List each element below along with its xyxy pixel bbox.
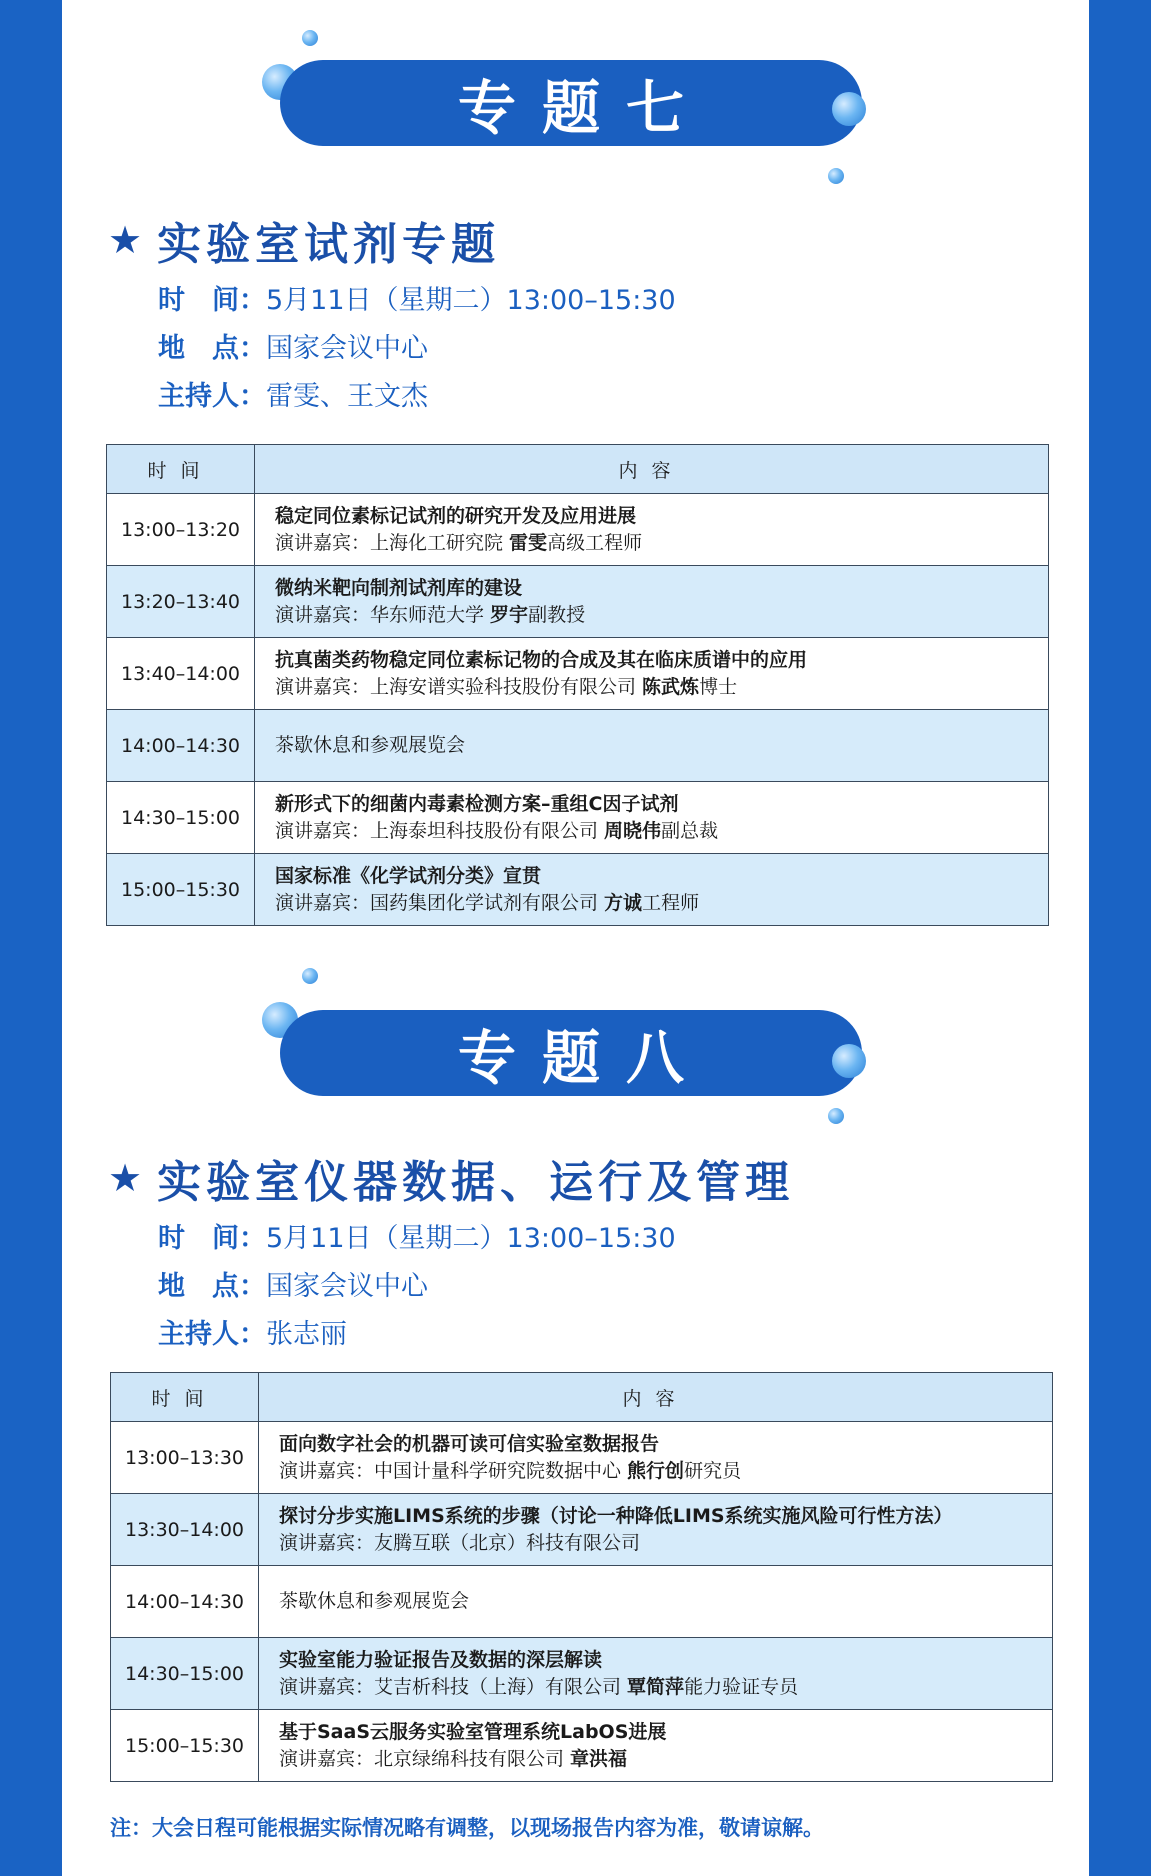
speaker-org: 演讲嘉宾：北京绿绵科技有限公司 <box>279 1747 571 1770</box>
row-topic: 微纳米靶向制剂试剂库的建设 <box>275 576 523 599</box>
row-topic: 国家标准《化学试剂分类》宣贯 <box>275 864 542 887</box>
speaker-title: 博士 <box>699 675 738 698</box>
speaker-name: 方诚 <box>604 891 643 914</box>
speaker-title: 工程师 <box>642 891 700 914</box>
row-speaker <box>275 602 1047 629</box>
section-title <box>108 1146 794 1210</box>
row-topic: 茶歇休息和参观展览会 <box>275 734 466 756</box>
row-topic: 面向数字社会的机器可读可信实验室数据报告 <box>279 1432 660 1455</box>
row-topic: 新形式下的细菌内毒素检测方案–重组C因子试剂 <box>275 792 679 815</box>
row-time: 13:30–14:00 <box>111 1494 259 1566</box>
row-time: 14:00–14:30 <box>107 710 255 782</box>
speaker-org: 演讲嘉宾：友腾互联（北京）科技有限公司 <box>279 1531 641 1554</box>
row-time: 15:00–15:30 <box>111 1710 259 1782</box>
time-line <box>158 278 676 317</box>
table-row <box>107 854 1049 926</box>
speaker-name: 罗宇 <box>490 603 529 626</box>
speaker-org: 演讲嘉宾：华东师范大学 <box>275 603 491 626</box>
row-time: 14:00–14:30 <box>111 1566 259 1638</box>
row-content <box>255 566 1049 638</box>
host-label: 主持人： <box>158 381 266 412</box>
bubble-decoration <box>302 30 318 46</box>
row-content <box>255 494 1049 566</box>
speaker-org: 演讲嘉宾：上海化工研究院 <box>275 531 510 554</box>
row-speaker <box>275 530 1047 557</box>
table-row <box>107 638 1049 710</box>
speaker-title: 能力验证专员 <box>684 1675 799 1698</box>
schedule-table <box>110 1372 1053 1782</box>
time-label: 时 间： <box>158 1223 266 1254</box>
row-speaker <box>279 1746 1051 1773</box>
place-line <box>158 326 428 365</box>
speaker-org: 演讲嘉宾：上海泰坦科技股份有限公司 <box>275 819 605 842</box>
row-time: 13:40–14:00 <box>107 638 255 710</box>
row-time: 13:00–13:20 <box>107 494 255 566</box>
table-row <box>111 1710 1053 1782</box>
speaker-org: 演讲嘉宾：上海安谱实验科技股份有限公司 <box>275 675 643 698</box>
row-topic: 抗真菌类药物稳定同位素标记物的合成及其在临床质谱中的应用 <box>275 648 808 671</box>
row-content <box>259 1494 1053 1566</box>
speaker-title: 副教授 <box>528 603 586 626</box>
row-speaker <box>275 674 1047 701</box>
speaker-name: 熊行创 <box>627 1459 685 1482</box>
host-label: 主持人： <box>158 1319 266 1350</box>
row-content <box>255 710 1049 782</box>
place-value: 国家会议中心 <box>266 1271 428 1302</box>
speaker-org: 演讲嘉宾：艾吉析科技（上海）有限公司 <box>279 1675 628 1698</box>
bubble-decoration <box>828 168 844 184</box>
speaker-name: 周晓伟 <box>604 819 662 842</box>
row-time: 13:20–13:40 <box>107 566 255 638</box>
speaker-name: 雷雯 <box>509 531 548 554</box>
place-line <box>158 1264 428 1303</box>
table-row <box>107 566 1049 638</box>
section-title-text: 实验室仪器数据、运行及管理 <box>157 1157 795 1208</box>
bubble-decoration <box>832 1044 866 1078</box>
bubble-decoration <box>302 968 318 984</box>
header-content: 内容 <box>255 445 1049 494</box>
row-speaker <box>279 1530 1051 1557</box>
header-time: 时间 <box>107 445 255 494</box>
bubble-decoration <box>832 92 866 126</box>
row-topic: 探讨分步实施LIMS系统的步骤（讨论一种降低LIMS系统实施风险可行性方法） <box>279 1504 953 1527</box>
section-banner <box>280 1010 862 1096</box>
row-topic: 稳定同位素标记试剂的研究开发及应用进展 <box>275 504 637 527</box>
speaker-title: 副总裁 <box>661 819 719 842</box>
speaker-org: 演讲嘉宾：国药集团化学试剂有限公司 <box>275 891 605 914</box>
speaker-name: 陈武炼 <box>642 675 700 698</box>
row-time: 13:00–13:30 <box>111 1422 259 1494</box>
row-time: 14:30–15:00 <box>107 782 255 854</box>
table-row <box>107 494 1049 566</box>
row-speaker <box>275 890 1047 917</box>
speaker-title: 研究员 <box>684 1459 742 1482</box>
speaker-name: 章洪福 <box>570 1747 628 1770</box>
row-content <box>259 1422 1053 1494</box>
section-title <box>108 208 500 272</box>
row-topic: 实验室能力验证报告及数据的深层解读 <box>279 1648 603 1671</box>
section-banner <box>280 60 862 146</box>
header-content: 内容 <box>259 1373 1053 1422</box>
banner-title: 专题八 <box>457 1024 710 1092</box>
table-row <box>111 1638 1053 1710</box>
table-row <box>111 1566 1053 1638</box>
time-value: 5月11日（星期二）13:00–15:30 <box>266 1223 676 1254</box>
host-value: 张志丽 <box>266 1319 347 1350</box>
time-value: 5月11日（星期二）13:00–15:30 <box>266 285 676 316</box>
table-header <box>111 1373 1053 1422</box>
row-content <box>259 1566 1053 1638</box>
star-icon: ★ <box>108 1156 148 1200</box>
host-line <box>158 374 428 413</box>
row-content <box>259 1638 1053 1710</box>
host-line <box>158 1312 347 1351</box>
row-content <box>255 782 1049 854</box>
table-row <box>111 1422 1053 1494</box>
speaker-title: 高级工程师 <box>547 531 643 554</box>
row-content <box>259 1710 1053 1782</box>
bubble-decoration <box>828 1108 844 1124</box>
row-topic: 茶歇休息和参观展览会 <box>279 1590 470 1612</box>
table-header <box>107 445 1049 494</box>
place-value: 国家会议中心 <box>266 333 428 364</box>
footnote: 注：大会日程可能根据实际情况略有调整，以现场报告内容为准，敬请谅解。 <box>110 1816 824 1840</box>
time-label: 时 间： <box>158 285 266 316</box>
row-speaker <box>275 818 1047 845</box>
speaker-name: 覃简萍 <box>627 1675 685 1698</box>
row-content <box>255 638 1049 710</box>
row-time: 15:00–15:30 <box>107 854 255 926</box>
table-row <box>111 1494 1053 1566</box>
row-speaker <box>279 1674 1051 1701</box>
page <box>62 0 1089 1876</box>
star-icon: ★ <box>108 218 148 262</box>
row-topic: 基于SaaS云服务实验室管理系统LabOS进展 <box>279 1720 667 1743</box>
banner-title: 专题七 <box>457 74 710 142</box>
table-row <box>107 710 1049 782</box>
row-content <box>255 854 1049 926</box>
schedule-table <box>106 444 1049 926</box>
header-time: 时间 <box>111 1373 259 1422</box>
row-speaker <box>279 1458 1051 1485</box>
table-row <box>107 782 1049 854</box>
host-value: 雷雯、王文杰 <box>266 381 428 412</box>
row-time: 14:30–15:00 <box>111 1638 259 1710</box>
section-title-text: 实验室试剂专题 <box>157 219 501 270</box>
place-label: 地 点： <box>158 333 266 364</box>
place-label: 地 点： <box>158 1271 266 1302</box>
time-line <box>158 1216 676 1255</box>
speaker-org: 演讲嘉宾：中国计量科学研究院数据中心 <box>279 1459 628 1482</box>
